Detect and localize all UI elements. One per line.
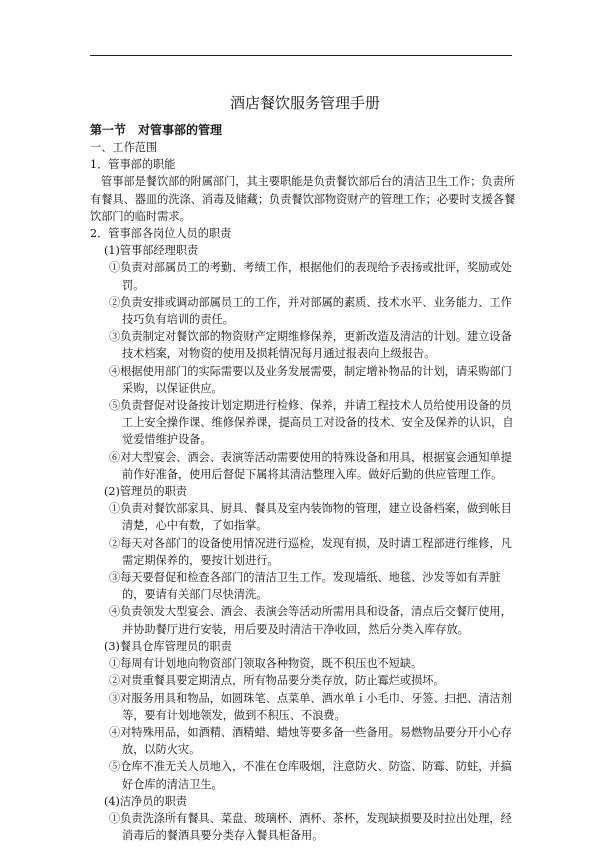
group-title-cleaner: (4)洁净员的职责 [104,794,187,808]
list-item: ①负责对部属员工的考勤、考绩工作，根据他们的表现给予表扬或批评，奖励或处罚。 [109,261,512,292]
list-item: ③负责制定对餐饮部的物资财产定期维修保养，更新改造及清洁的计划。建立设备技术档案，对物资的使用及损耗情况每月通过报表向上级报告。 [109,330,512,361]
list-item: ①每周有计划地向物资部门领取各种物资，既不积压也不短缺。 [109,657,423,671]
document-title: 酒店餐饮服务管理手册 [229,94,380,112]
group-title-warehouse: (3)餐具仓库管理员的职责 [104,639,232,653]
list-item: ⑥对大型宴会、酒会、表演等活动需要使用的特殊设备和用具，根据宴会通知单提前作好准备，使用后督促下属将其清洁整理入库。做好后勤的供应管理工作。 [109,450,512,481]
list-item: ④对特殊用品，如酒精、酒精蜡、蜡烛等要多备一些备用。易燃物品要分开小心存放，以防火灾。 [109,725,512,757]
group-title-manager: (1)管事部经理职责 [104,244,199,258]
list-item: ③对服务用具和物品，如圆珠笔、点菜单、酒水单ｉ小毛巾、牙签、扫把、清洁剂等，要有计划地领发，做到不积压、不浪费。 [109,691,512,722]
heading-roles: 2．管事部各岗位人员的职责 [90,227,232,241]
group-title-administrator: (2)管理员的职责 [104,485,187,499]
heading-scope: 一、工作范围 [90,141,158,154]
list-item: ⑤负责督促对设备按计划定期进行检修、保养，并请工程技术人员给使用设备的员工上安全操作课、维修保养课，提高员工对设备的技术、安全及保养的认识，自觉爱惜维护设备。 [109,399,514,447]
list-item: ④负责领发大型宴会、酒会、表演会等活动所需用具和设备，清点后交餐厅使用，并协助餐厅进行安装，用后要及时清洁干净收回，然后分类入库存放。 [109,605,512,636]
list-item: ①负责洗涤所有餐具、菜盘、玻璃杯、酒杯、茶杯，发现缺损要及时拉出处理，经消毒后的餐酒具要分类存入餐具柜备用。 [109,811,512,843]
list-item: ①负责对餐饮部家具、厨具、餐具及室内装饰物的管理，建立设备档案，做到帐目清楚，心中有数，了如指掌。 [109,502,512,533]
list-item: ③每天要督促和检查各部门的清洁卫生工作。发现墙纸、地毯、沙发等如有弄脏的，要请有关部门尽快清洗。 [109,571,501,602]
paragraph-duty: 管事部是餐饮部的附属部门，其主要职能是负责餐饮部后台的清洁卫生工作；负责所有餐具、器皿的洗涤、消毒及储藏；负责餐饮部物资财产的管理工作；必要时支援各餐饮部门的临时需求。 [90,175,516,223]
list-item: ②对贵重餐具要定期清点，所有物品要分类存放，防止霉烂或损坏。 [109,674,445,688]
list-item: ②负责安排或调动部属员工的工作，并对部属的素质、技术水平、业务能力、工作技巧负有培训的责任。 [109,295,512,327]
list-item: ②每天对各部门的设备使用情况进行巡检，发现有损，及时请工程部进行维修，凡需定期保养的，要按计划进行。 [109,536,512,567]
document-body [90,92,520,844]
header-rule [90,55,512,56]
section-heading: 第一节 对管事部的管理 [90,123,223,137]
heading-duty: 1．管事部的职能 [90,158,176,172]
list-item: ⑤仓库不准无关人员地入，不准在仓库吸烟，注意防火、防盗、防霉、防蛀，并搞好仓库的清洁卫生。 [109,760,512,791]
list-item: ④根据使用部门的实际需要以及业务发展需要，制定增补物品的计划，请采购部门采购，以保证供应。 [109,364,512,395]
